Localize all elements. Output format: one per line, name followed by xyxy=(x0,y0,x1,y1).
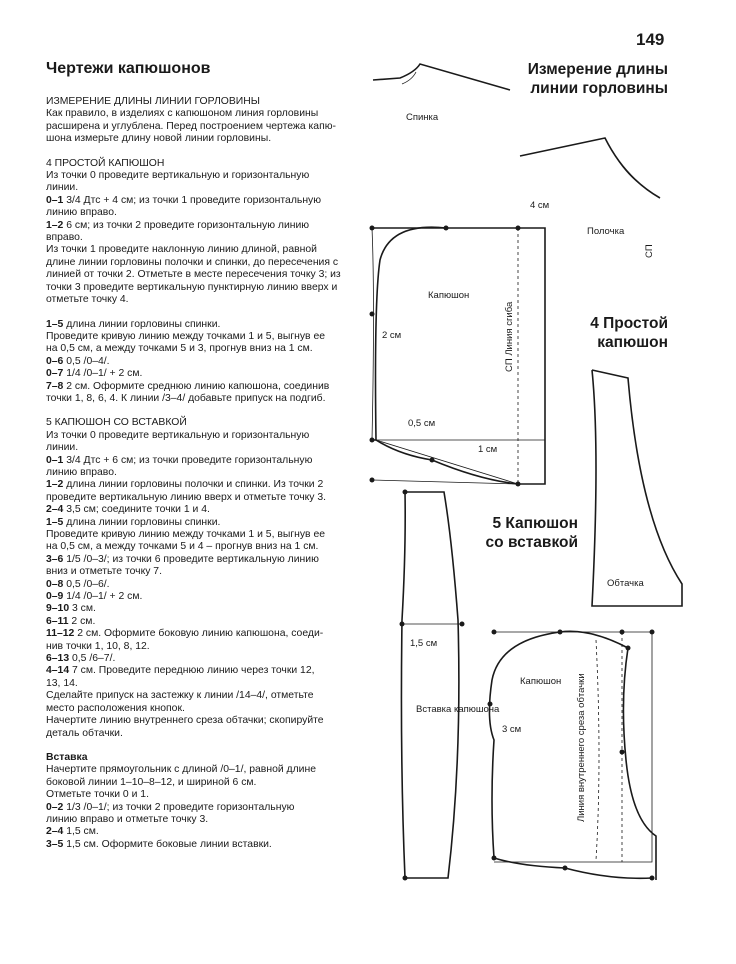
step-text: Из точки 1 проведите наклонную линию длиной, равной xyxy=(46,244,317,256)
heading-measure: Измерение длины линии горловины xyxy=(527,61,668,97)
step-text: линию вправо и отметьте точку 3. xyxy=(46,813,209,825)
step-label: 0–1 xyxy=(46,194,64,206)
step-text: 1/4 /0–1/ + 2 см. xyxy=(63,368,143,380)
front-neckline-drawing xyxy=(520,138,660,198)
step-text: 1,5 см. Оформите боковые линии вставки. xyxy=(63,838,272,850)
step-text: 4 ПРОСТОЙ КАПЮШОН xyxy=(46,157,165,169)
step-text: точки 3 проведите вертикальную пунктирную линию вверх и xyxy=(46,281,338,293)
label-hood-insert: Капюшон xyxy=(520,676,562,687)
step-text: 0,5 /6–7/. xyxy=(69,653,116,665)
step-label: 0–6 xyxy=(46,355,64,367)
measure-3cm: 3 см xyxy=(502,724,522,735)
step-text: нив точки 1, 10, 8, 12. xyxy=(46,640,150,652)
step-label: 1–5 xyxy=(46,318,64,330)
heading-simple-hood: 4 Простой капюшон xyxy=(590,315,668,351)
step-text: длине линии горловины полочки и спинки, до пересечения с xyxy=(46,256,339,268)
step-text: Как правило, в изделиях с капюшоном линия горловины xyxy=(46,108,319,120)
step-text: линии. xyxy=(46,182,79,194)
label-cf: СП xyxy=(644,244,655,258)
back-neckline-drawing xyxy=(373,64,510,90)
step-text: 3/4 Дтс + 4 см; из точки 1 проведите горизонтальную xyxy=(63,194,322,206)
step-text: 3 см. xyxy=(69,603,96,615)
step-text: на 0,5 см, а между точками 5 и 3, прогнув вниз на 1 см. xyxy=(46,343,313,355)
step-text: длина линии горловины спинки. xyxy=(63,516,221,528)
step-text: место расположения кнопок. xyxy=(46,702,185,714)
step-text: вправо. xyxy=(46,232,83,244)
step-text: Проведите кривую линию между точками 1 и 5, выгнув ее xyxy=(46,330,326,342)
measure-05cm: 0,5 см xyxy=(408,418,436,429)
step-label: 1–2 xyxy=(46,479,64,491)
label-hood-simple: Капюшон xyxy=(428,290,470,301)
measure-2cm: 2 см xyxy=(382,330,402,341)
step-label: 6–11 xyxy=(46,615,69,627)
step-text: Начертите линию внутреннего среза обтачки; скопируйте xyxy=(46,715,324,727)
step-label: 0–1 xyxy=(46,454,64,466)
step-text: отметьте точку 4. xyxy=(46,294,129,306)
step-label: 1–2 xyxy=(46,219,64,231)
step-label: 4–14 xyxy=(46,665,70,677)
step-text: вниз и отметьте точку 7. xyxy=(46,566,162,578)
measure-15cm: 1,5 см xyxy=(410,638,438,649)
step-label: 9–10 xyxy=(46,603,70,615)
label-fold-line: СП Линия сгиба xyxy=(504,301,515,372)
step-label: 7–8 xyxy=(46,380,64,392)
label-front: Полочка xyxy=(587,226,625,237)
page-number: 149 xyxy=(636,30,665,49)
step-text: линией от точки 2. Отметьте в месте пересечения точку 3; из xyxy=(46,269,341,281)
step-text: на 0,5 см, а между точками 5 и 4 – прогнув вниз на 1 см. xyxy=(46,541,319,553)
step-text: Начертите прямоугольник с длиной /0–1/, равной длине xyxy=(46,764,316,776)
step-text: линии. xyxy=(46,442,79,454)
step-text: расширена и углублена. Перед построением чертежа капю- xyxy=(46,120,336,132)
label-back: Спинка xyxy=(406,112,439,123)
step-text: 0,5 /0–4/. xyxy=(63,355,110,367)
step-text: точки 1, 8, 6, 4. К линии /3–4/ добавьте припуск на подгиб. xyxy=(46,392,326,404)
step-text: шона измерьте длину новой линии горловины. xyxy=(46,133,272,145)
step-text: 1/5 /0–3/; из точки 6 проведите вертикальную линию xyxy=(63,553,319,565)
step-label: Вставка xyxy=(46,751,88,763)
heading-insert-hood: 5 Капюшон со вставкой xyxy=(485,515,578,551)
step-label: 0–8 xyxy=(46,578,64,590)
step-text: длина линии горловины полочки и спинки. Из точки 2 xyxy=(63,479,324,491)
label-inner-facing: Линия внутреннего среза обтачки xyxy=(576,673,587,822)
page-title: Чертежи капюшонов xyxy=(46,60,211,77)
step-text: 1,5 см. xyxy=(63,826,99,838)
step-label: 3–6 xyxy=(46,553,64,565)
step-text: Сделайте припуск на застежку к линии /14–4/, отметьте xyxy=(46,690,314,702)
measure-1cm: 1 см xyxy=(478,444,498,455)
step-text: линию вправо. xyxy=(46,207,117,219)
label-facing: Обтачка xyxy=(607,578,644,589)
step-label: 0–2 xyxy=(46,801,64,813)
step-text: 7 см. Проведите переднюю линию через точки 12, xyxy=(69,665,315,677)
step-text: боковой линии 1–10–8–12, и шириной 6 см. xyxy=(46,776,257,788)
step-text: ИЗМЕРЕНИЕ ДЛИНЫ ЛИНИИ ГОРЛОВИНЫ xyxy=(46,96,260,107)
step-text: 13, 14. xyxy=(46,677,78,689)
step-text: 2 см. Оформите боковую линию капюшона, соеди- xyxy=(74,628,324,640)
step-label: 3–5 xyxy=(46,838,64,850)
step-text: деталь обтачки. xyxy=(46,727,123,739)
step-text: Из точки 0 проведите вертикальную и горизонтальную xyxy=(46,429,310,441)
step-text: Отметьте точки 0 и 1. xyxy=(46,789,149,801)
step-label: 6–13 xyxy=(46,653,70,665)
step-text: 0,5 /0–6/. xyxy=(63,578,110,590)
step-text: 6 см; из точки 2 проведите горизонтальную линию xyxy=(63,219,310,231)
step-text: Проведите кривую линию между точками 1 и 5, выгнув ее xyxy=(46,529,326,540)
step-text: Из точки 0 проведите вертикальную и горизонтальную xyxy=(46,170,310,182)
step-text: длина линии горловины спинки. xyxy=(63,318,221,330)
step-text: линию вправо. xyxy=(46,466,117,478)
step-label: 1–5 xyxy=(46,516,64,528)
label-insert: Вставка капюшона xyxy=(416,704,500,715)
step-text: 5 КАПЮШОН СО ВСТАВКОЙ xyxy=(46,417,187,429)
step-label: 0–9 xyxy=(46,591,64,603)
step-text: 1/4 /0–1/ + 2 см. xyxy=(63,591,143,603)
step-text: 3,5 см; соедините точки 1 и 4. xyxy=(63,504,210,516)
step-label: 2–4 xyxy=(46,826,64,838)
step-text: проведите вертикальную линию вверх и отметьте точку 3. xyxy=(46,491,327,503)
step-text: 3/4 Дтс + 6 см; из точки проведите горизонтальную xyxy=(63,454,313,466)
step-label: 0–7 xyxy=(46,368,64,380)
step-text: 2 см. Оформите среднюю линию капюшона, соединив xyxy=(63,380,330,392)
step-text: 2 см. xyxy=(68,615,96,627)
measure-4cm: 4 см xyxy=(530,200,550,211)
step-label: 11–12 xyxy=(46,628,75,640)
step-label: 2–4 xyxy=(46,504,64,516)
step-text: 1/3 /0–1/; из точки 2 проведите горизонтальную xyxy=(63,801,295,813)
